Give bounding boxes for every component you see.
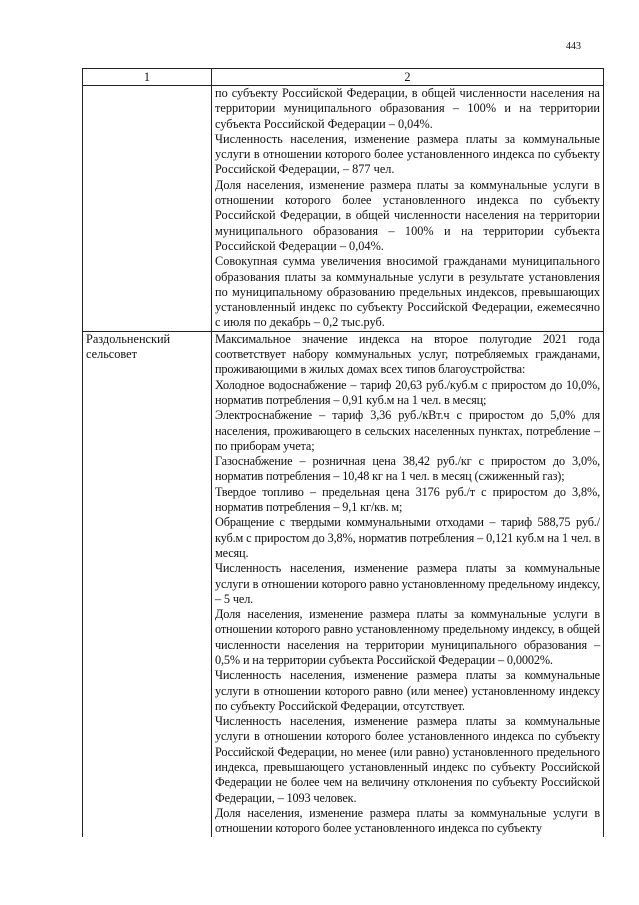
paragraph: Твердое топливо – предельная цена 3176 руб./т с приростом до 3,8%, норматив потребления – 9,1 кг/кв. м; (215, 484, 600, 515)
paragraph: Холодное водоснабжение – тариф 20,63 руб./куб.м с приростом до 10,0%, норматив потребления – 0,91 куб.м на 1 чел. в месяц; (215, 377, 600, 407)
row-content-cell (212, 331, 604, 836)
paragraph: Максимальное значение индекса на второе полугодие 2021 года соответствует набору коммунальных услуг, потребляемых гражданами, проживающими в жилых домах всех типов благоустройства: (215, 331, 600, 377)
paragraph: Доля населения, изменение размера платы за коммунальные услуги в отношении которого более установленного индекса по субъекту (215, 805, 600, 836)
row-name-cell: Раздольненский сельсовет (83, 331, 212, 836)
paragraph: Доля населения, изменение размера платы за коммунальные услуги в отношении которого равно установленному предельному индексу, в общей численности населения на территории муниципального образования – 0,5% и на территории субъекта Российской Федерации – 0,0002%. (215, 607, 600, 667)
column-header-1: 1 (83, 69, 212, 86)
document-table (82, 68, 604, 837)
paragraph: Численность населения, изменение размера платы за коммунальные услуги в отношении которого более установленного индекса по субъекту Российской Федерации, но менее (или равно) установленного предельного индекса, превышающего установленный индекс по субъекту Российской Федерации не более чем на величину отклонения по субъекту Российской Федерации, – 1093 человек. (215, 714, 600, 805)
paragraph: Численность населения, изменение размера платы за коммунальные услуги в отношении которого равно (или менее) установленному индексу по субъекту Российской Федерации, отсутствует. (215, 668, 600, 713)
paragraph: Численность населения, изменение размера платы за коммунальные услуги в отношении которого равно установленному предельному индексу, – 5 чел. (215, 561, 600, 606)
row-name-cell (83, 86, 212, 332)
paragraph: Совокупная сумма увеличения вносимой гражданами муниципального образования платы за коммунальные услуги в результате установления по муниципальному образованию предельных индексов, превышающих установленный индекс по субъекту Российской Федерации, ежемесячно с июля по декабрь – 0,2 тыс.руб. (215, 254, 600, 330)
page-number: 443 (566, 41, 581, 52)
table-row (83, 331, 604, 836)
paragraph: Электроснабжение – тариф 3,36 руб./кВт.ч с приростом до 5,0% для населения, проживающего в сельских населенных пунктах, потребление – по приборам учета; (215, 408, 600, 453)
table-row (83, 86, 604, 332)
paragraph: по субъекту Российской Федерации, в общей численности населения на территории муниципального образования – 100% и на территории субъекта Российской Федерации – 0,04%. (215, 86, 600, 131)
column-header-2: 2 (212, 69, 604, 86)
paragraph: Доля населения, изменение размера платы за коммунальные услуги в отношении которого более установленного индекса по субъекту Российской Федерации, в общей численности населения на территории муниципального образования – 100% и на территории субъекта Российской Федерации – 0,04%. (215, 177, 600, 253)
paragraph: Газоснабжение – розничная цена 38,42 руб./кг с приростом до 3,0%, норматив потребления – 10,48 кг на 1 чел. в месяц (сжиженный газ); (215, 454, 600, 484)
paragraph: Численность населения, изменение размера платы за коммунальные услуги в отношении которого более установленного индекса по субъекту Российской Федерации, – 877 чел. (215, 131, 600, 177)
table-header-row (83, 69, 604, 86)
row-content-cell (212, 86, 604, 332)
paragraph: Обращение с твердыми коммунальными отходами – тариф 588,75 руб./куб.м с приростом до 3,8%, норматив потребления – 0,121 куб.м на 1 чел. в месяц. (215, 515, 600, 560)
